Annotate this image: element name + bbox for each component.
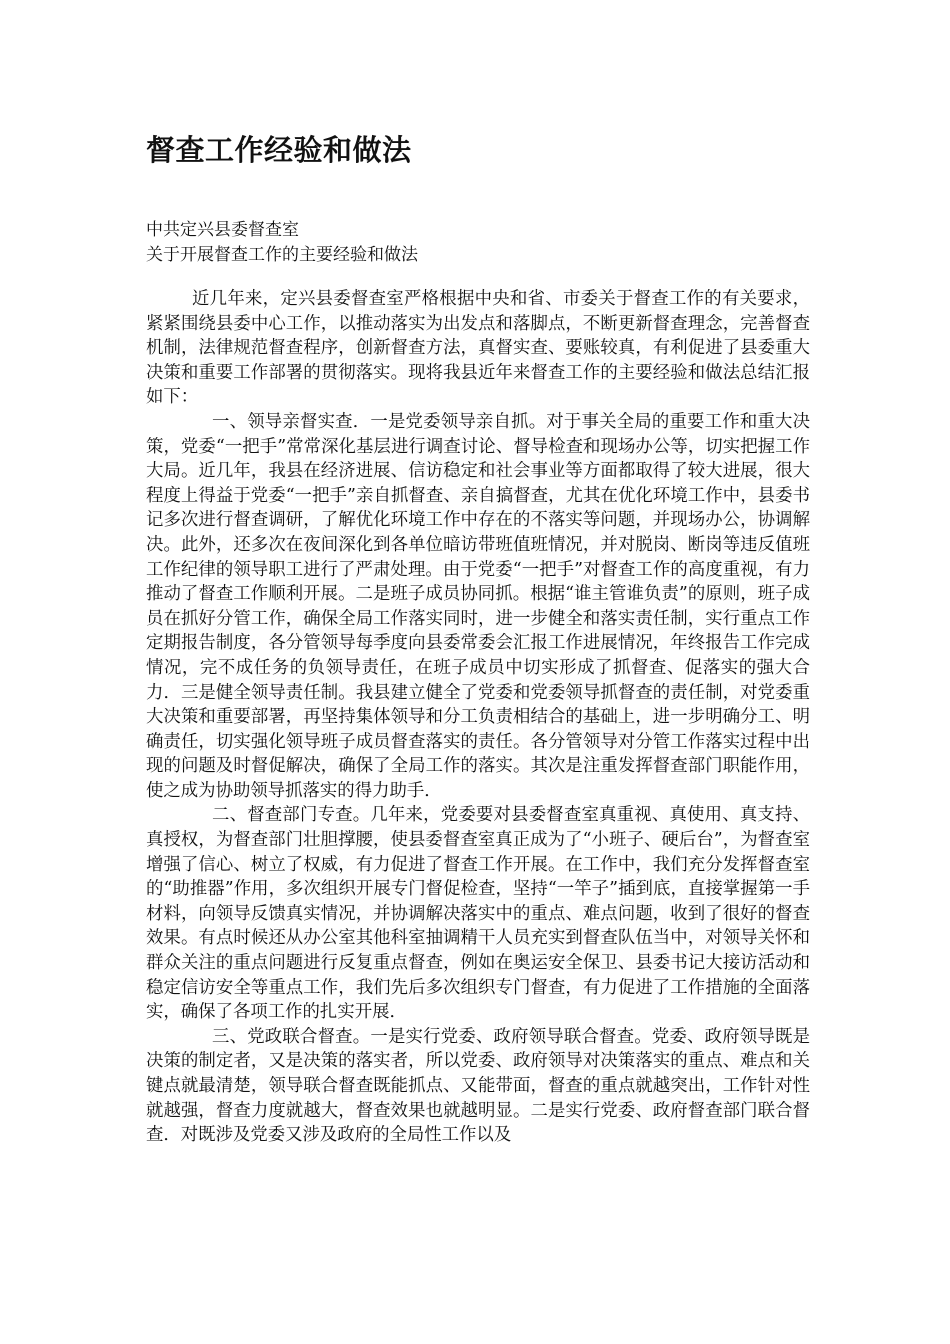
section-2-paragraph: 二、督查部门专查。几年来，党委要对县委督查室真重视、真使用、真支持、真授权，为督查部门壮胆撑腰，使县委督查室真正成为了“小班子、硬后台”，为督查室增强了信心、树立了权威，有力促进了督查工作开展。在工作中，我们充分发挥督查室的“助推器”作用，多次组织开展专门督促检查，坚持“一竿子”插到底，直接掌握第一手材料，向领导反馈真实情况，并协调解决落实中的重点、难点问题，收到了很好的督查效果。有点时候还从办公室其他科室抽调精干人员充实到督查队伍当中，对领导关怀和群众关注的重点问题进行反复重点督查，例如在奥运安全保卫、县委书记大接访活动和稳定信访安全等重点工作，我们先后多次组织专门督查，有力促进了工作措施的全面落实，确保了各项工作的扎实开展．: [146, 805, 810, 1023]
document-page: [146, 128, 810, 1148]
section-1-paragraph: 一、领导亲督实查．一是党委领导亲自抓。对于事关全局的重要工作和重大决策，党委“一把手”常常深化基层进行调查讨论、督导检查和现场办公等，切实把握工作大局。近几年，我县在经济进展、信访稳定和社会事业等方面都取得了较大进展，很大程度上得益于党委“一把手”亲自抓督查、亲自搞督查，尤其在优化环境工作中，县委书记多次进行督查调研，了解优化环境工作中存在的不落实等问题，并现场办公，协调解决。此外，还多次在夜间深化到各单位暗访带班值班情况，并对脱岗、断岗等违反值班工作纪律的领导职工进行了严肃处理。由于党委“一把手”对督查工作的高度重视，有力推动了督查工作顺利开展。二是班子成员协同抓。根据“谁主管谁负责”的原则，班子成员在抓好分管工作，确保全局工作落实同时，进一步健全和落实责任制，实行重点工作定期报告制度，各分管领导每季度向县委常委会汇报工作进展情况，年终报告工作完成情况，完不成任务的负领导责任，在班子成员中切实形成了抓督查、促落实的强大合力．三是健全领导责任制。我县建立健全了党委和党委领导抓督查的责任制，对党委重大决策和重要部署，再坚持集体领导和分工负责相结合的基础上，进一步明确分工、明确责任，切实强化领导班子成员督查落实的责任。各分管领导对分管工作落实过程中出现的问题及时督促解决，确保了全局工作的落实。其次是注重发挥督查部门职能作用，使之成为协助领导抓落实的得力助手．: [146, 411, 810, 801]
section-3-paragraph: 三、党政联合督查。一是实行党委、政府领导联合督查。党委、政府领导既是决策的制定者，又是决策的落实者，所以党委、政府领导对决策落实的重点、难点和关键点就最清楚，领导联合督查既能抓点、又能带面，督查的重点就越突出，工作针对性就越强，督查力度就越大，督查效果也就越明显。二是实行党委、政府督查部门联合督查．对既涉及党委又涉及政府的全局性工作以及: [146, 1026, 810, 1146]
intro-paragraph: 近几年来，定兴县委督查室严格根据中央和省、市委关于督查工作的有关要求，紧紧围绕县委中心工作，以推动落实为出发点和落脚点，不断更新督查理念，完善督查机制，法律规范督查程序，创新督查方法，真督实查、要账较真，有利促进了县委重大决策和重要工作部署的贯彻落实。现将我县近年来督查工作的主要经验和做法总结汇报如下：: [146, 289, 810, 408]
document-header-block: [146, 218, 810, 268]
document-author: 中共定兴县委督查室: [146, 220, 299, 240]
document-title: 督查工作经验和做法: [146, 133, 412, 167]
document-subtitle: 关于开展督查工作的主要经验和做法: [146, 245, 418, 265]
